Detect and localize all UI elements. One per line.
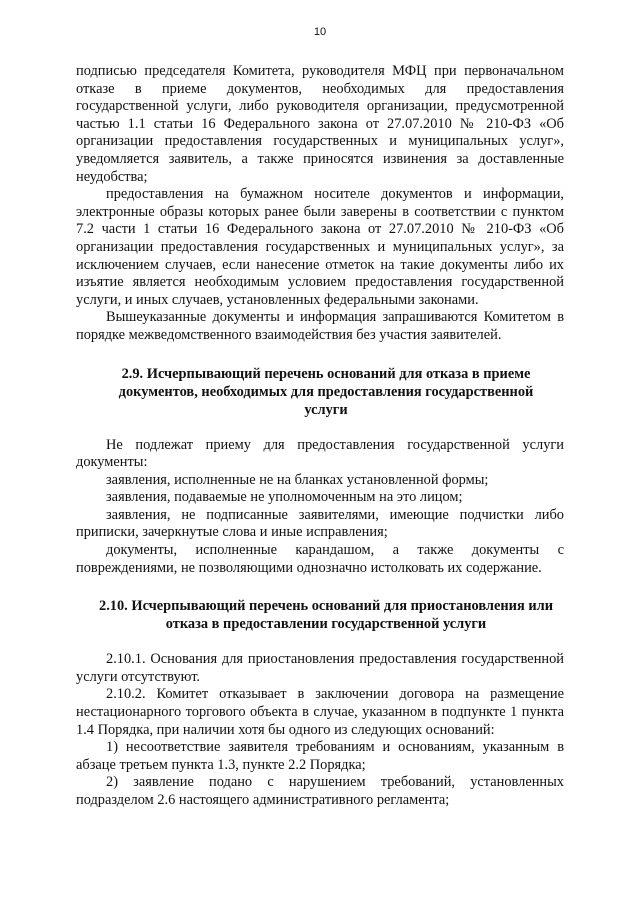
- paragraph: Вышеуказанные документы и информация запрашиваются Комитетом в порядке межведомственного взаимодействия без участия заявителей.: [76, 309, 564, 343]
- paragraph: 1) несоответствие заявителя требованиям и основаниям, указанным в абзаце третьем пункта 1.3, пункте 2.2 Порядка;: [76, 739, 564, 773]
- section-heading-2-10: 2.10. Исчерпывающий перечень оснований для приостановления или отказа в предоставлении государственной услуги: [99, 598, 553, 633]
- paragraph: заявления, исполненные не на бланках установленной формы;: [106, 471, 489, 488]
- paragraph: документы, исполненные карандашом, а также документы с повреждениями, не позволяющими однозначно истолковать их содержание.: [76, 542, 564, 576]
- paragraph: 2.10.1. Основания для приостановления предоставления государственной услуги отсутствуют.: [76, 651, 564, 685]
- document-body: [76, 63, 564, 810]
- paragraph: Не подлежат приему для предоставления государственной услуги документы:: [76, 436, 564, 471]
- paragraph: предоставления на бумажном носителе документов и информации, электронные образы которых ранее были заверены в соответствии с пунктом 7.2 части 1 статьи 16 Федерального закона от 27.07.2010 № 210-ФЗ «Об организации предоставления государственных и муниципальных услуг», за исключением случаев, если нанесение отметок на такие документы либо их изъятие является необходимым условием предоставления государственной услуги, и иных случаев, установленных федеральными законами.: [76, 186, 564, 308]
- section-heading-2-9: 2.9. Исчерпывающий перечень оснований для отказа в приеме документов, необходимых для предоставления государственной услуги: [118, 365, 534, 418]
- page-number: 10: [313, 26, 327, 38]
- paragraph: 2.10.2. Комитет отказывает в заключении договора на размещение нестационарного торгового объекта в случае, указанном в подпункте 1 пункта 1.4 Порядка, при наличии хотя бы одного из следующих оснований:: [76, 686, 564, 738]
- paragraph: 2) заявление подано с нарушением требований, установленных подразделом 2.6 настоящего административного регламента;: [76, 774, 564, 808]
- paragraph: заявления, не подписанные заявителями, имеющие подчистки либо приписки, зачеркнутые слова и иные исправления;: [76, 506, 564, 541]
- paragraph: подписью председателя Комитета, руководителя МФЦ при первоначальном отказе в приеме документов, необходимых для предоставления государственной услуги, либо руководителя организации, предусмотренной частью 1.1 статьи 16 Федерального закона от 27.07.2010 № 210-ФЗ «Об организации предоставления государственных и муниципальных услуг», уведомляется заявитель, а также приносятся извинения за доставленные неудобства;: [76, 63, 564, 185]
- paragraph: заявления, подаваемые не уполномоченным на это лицом;: [106, 489, 463, 506]
